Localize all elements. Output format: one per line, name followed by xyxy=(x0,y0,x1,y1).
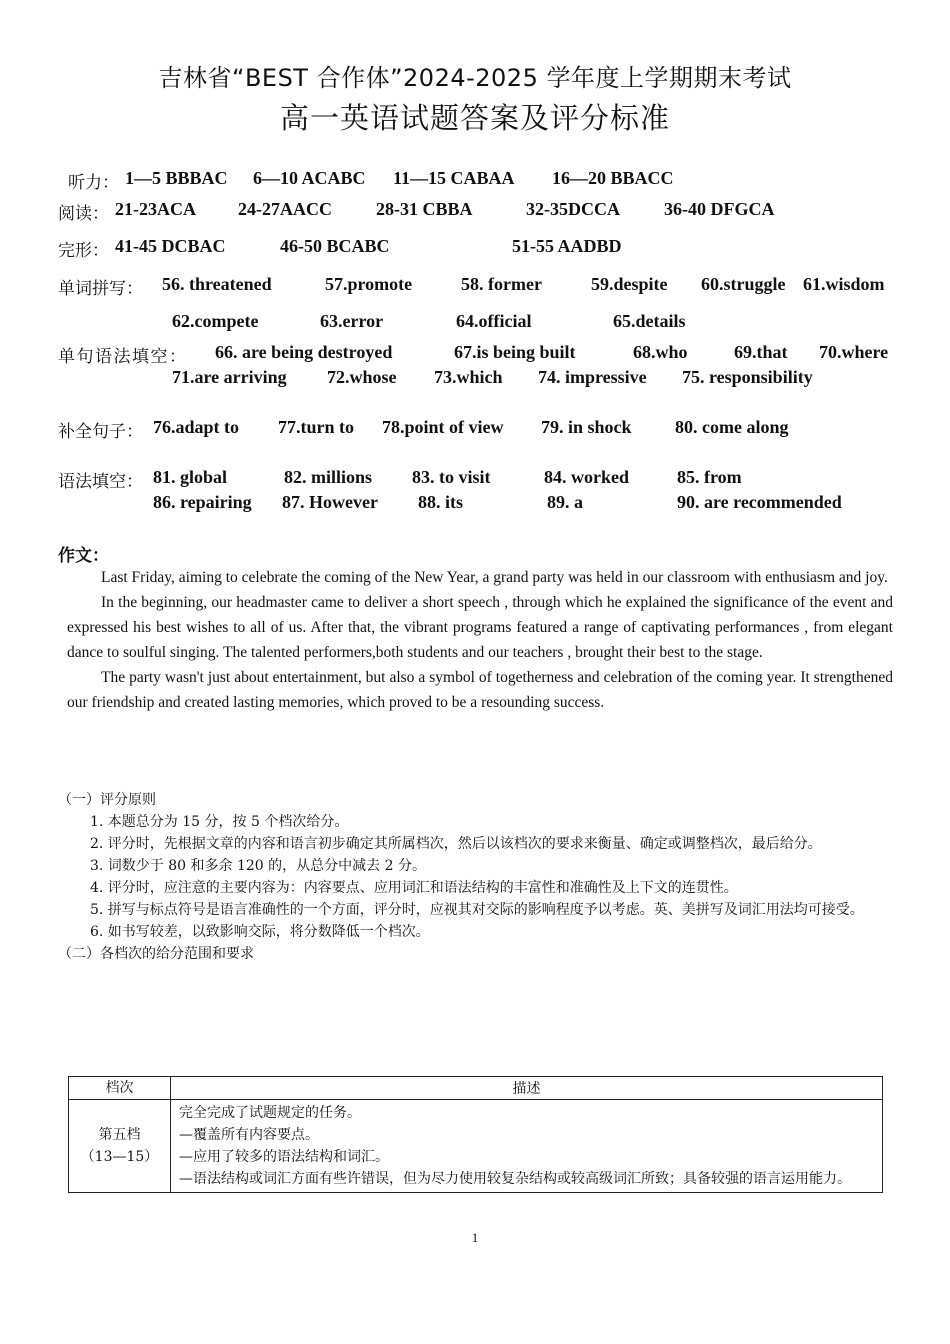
column-header-level: 档次 xyxy=(69,1077,171,1100)
answer-item: 75. responsibility xyxy=(682,367,813,387)
answer-item: 66. are being destroyed xyxy=(215,342,393,362)
answer-item: 56. threatened xyxy=(162,274,272,294)
answer-item: 63.error xyxy=(320,311,384,331)
answer-item: 74. impressive xyxy=(538,367,647,387)
answer-item: 58. former xyxy=(461,274,542,294)
rule-item: 4. 评分时，应注意的主要内容为：内容要点、应用词汇和语法结构的丰富性和准确性及上下文的连贯性。 xyxy=(90,880,738,896)
rule-item: 2. 评分时，先根据文章的内容和语言初步确定其所属档次，然后以该档次的要求来衡量、确定或调整档次，最后给分。 xyxy=(90,836,822,852)
cloze-label: 完形： xyxy=(58,241,109,261)
answer-group: 21-23ACA xyxy=(115,199,196,219)
description-line: —语法结构或词汇方面有些许错误，但为尽力使用较复杂结构或较高级词汇所致；具备较强的语言运用能力。 xyxy=(179,1171,851,1187)
essay-heading: 作文： xyxy=(58,546,109,566)
answer-item: 60.struggle xyxy=(701,274,786,294)
answer-group: 1—5 BBBAC xyxy=(125,168,228,188)
answer-item: 62.compete xyxy=(172,311,259,331)
answer-group: 46-50 BCABC xyxy=(280,236,390,256)
sample-essay xyxy=(67,565,893,715)
answer-item: 67.is being built xyxy=(454,342,576,362)
answer-item: 71.are arriving xyxy=(172,367,287,387)
answer-item: 73.which xyxy=(434,367,503,387)
answer-item: 83. to visit xyxy=(412,467,491,487)
grade-level: 第五档 xyxy=(98,1127,141,1143)
essay-paragraph: Last Friday, aiming to celebrate the coming of the New Year, a grand party was held in our classroom with enthusiasm and joy. xyxy=(101,569,888,586)
rule-item: 6. 如书写较差，以致影响交际，将分数降低一个档次。 xyxy=(90,924,430,940)
answer-item: 64.official xyxy=(456,311,532,331)
answer-group: 24-27AACC xyxy=(238,199,332,219)
description-line: —覆盖所有内容要点。 xyxy=(179,1127,319,1143)
description-line: —应用了较多的语法结构和词汇。 xyxy=(179,1149,389,1165)
grade-range: （13—15） xyxy=(80,1149,159,1165)
answer-group: 16—20 BBACC xyxy=(552,168,674,188)
answer-item: 59.despite xyxy=(591,274,668,294)
answer-item: 69.that xyxy=(734,342,788,362)
column-header-description: 描述 xyxy=(171,1077,883,1100)
reading-label: 阅读： xyxy=(58,204,109,224)
spelling-label: 单词拼写： xyxy=(58,279,143,299)
answer-item: 70.where xyxy=(819,342,889,362)
answer-item: 81. global xyxy=(153,467,228,487)
answer-item: 82. millions xyxy=(284,467,373,487)
answer-item: 57.promote xyxy=(325,274,413,294)
answer-group: 51-55 AADBD xyxy=(512,236,622,256)
scoring-rules xyxy=(58,789,894,965)
answer-group: 28-31 CBBA xyxy=(376,199,473,219)
answer-item: 79. in shock xyxy=(541,417,632,437)
grammar-fill-label: 语法填空： xyxy=(58,472,143,492)
answer-group: 11—15 CABAA xyxy=(393,168,515,188)
answer-group: 32-35DCCA xyxy=(526,199,620,219)
answer-item: 76.adapt to xyxy=(153,417,240,437)
rules-heading: （一）评分原则 xyxy=(58,792,156,808)
answer-item: 77.turn to xyxy=(278,417,354,437)
essay-paragraph: In the beginning, our headmaster came to deliver a short speech , through which he explained the significance of the event and expressed his best wishes to all of us. After that, the vibrant programs featured a range of captivating performances , from elegant dance to soulful singing. The talented performers,both students and our teachers , brought their best to the stage. xyxy=(67,594,893,661)
grammar-single-label: 单句语法填空： xyxy=(58,347,188,367)
grade-description-cell xyxy=(171,1100,883,1193)
grade-level-cell xyxy=(69,1100,171,1193)
rules-heading: （二）各档次的给分范围和要求 xyxy=(58,946,254,962)
rule-item: 5. 拼写与标点符号是语言准确性的一个方面，评分时，应视其对交际的影响程度予以考虑。英、美拼写及词汇用法均可接受。 xyxy=(90,902,864,918)
sentence-completion-label: 补全句子： xyxy=(58,422,143,442)
answer-item: 86. repairing xyxy=(153,492,252,512)
answer-item: 85. from xyxy=(677,467,742,487)
answer-item: 72.whose xyxy=(327,367,397,387)
listening-label: 听力： xyxy=(68,173,119,193)
answer-group: 41-45 DCBAC xyxy=(115,236,226,256)
answer-item: 65.details xyxy=(613,311,686,331)
rule-item: 3. 词数少于 80 和多余 120 的，从总分中减去 2 分。 xyxy=(90,858,426,874)
answer-item: 88. its xyxy=(418,492,463,512)
answer-item: 89. a xyxy=(547,492,583,512)
page-number: 1 xyxy=(471,1230,479,1245)
rule-item: 1. 本题总分为 15 分，按 5 个档次给分。 xyxy=(90,814,349,830)
answer-item: 87. However xyxy=(282,492,378,512)
exam-title: 吉林省“BEST 合作体”2024-2025 学年度上学期期末考试 xyxy=(158,64,792,92)
grade-table xyxy=(68,1076,883,1193)
answer-item: 61.wisdom xyxy=(803,274,885,294)
answer-item: 80. come along xyxy=(675,417,789,437)
answer-group: 36-40 DFGCA xyxy=(664,199,775,219)
answer-item: 90. are recommended xyxy=(677,492,842,512)
answer-item: 84. worked xyxy=(544,467,629,487)
answer-key-title: 高一英语试题答案及评分标准 xyxy=(279,101,670,135)
table-header-row xyxy=(69,1077,883,1100)
answer-group: 6—10 ACABC xyxy=(253,168,366,188)
answer-item: 68.who xyxy=(633,342,688,362)
table-row xyxy=(69,1100,883,1193)
essay-paragraph: The party wasn't just about entertainment, but also a symbol of togetherness and celebration of the coming year. It strengthened our friendship and created lasting memories, which proved to be a resounding success. xyxy=(67,669,893,711)
answer-item: 78.point of view xyxy=(382,417,504,437)
description-line: 完全完成了试题规定的任务。 xyxy=(179,1105,361,1121)
